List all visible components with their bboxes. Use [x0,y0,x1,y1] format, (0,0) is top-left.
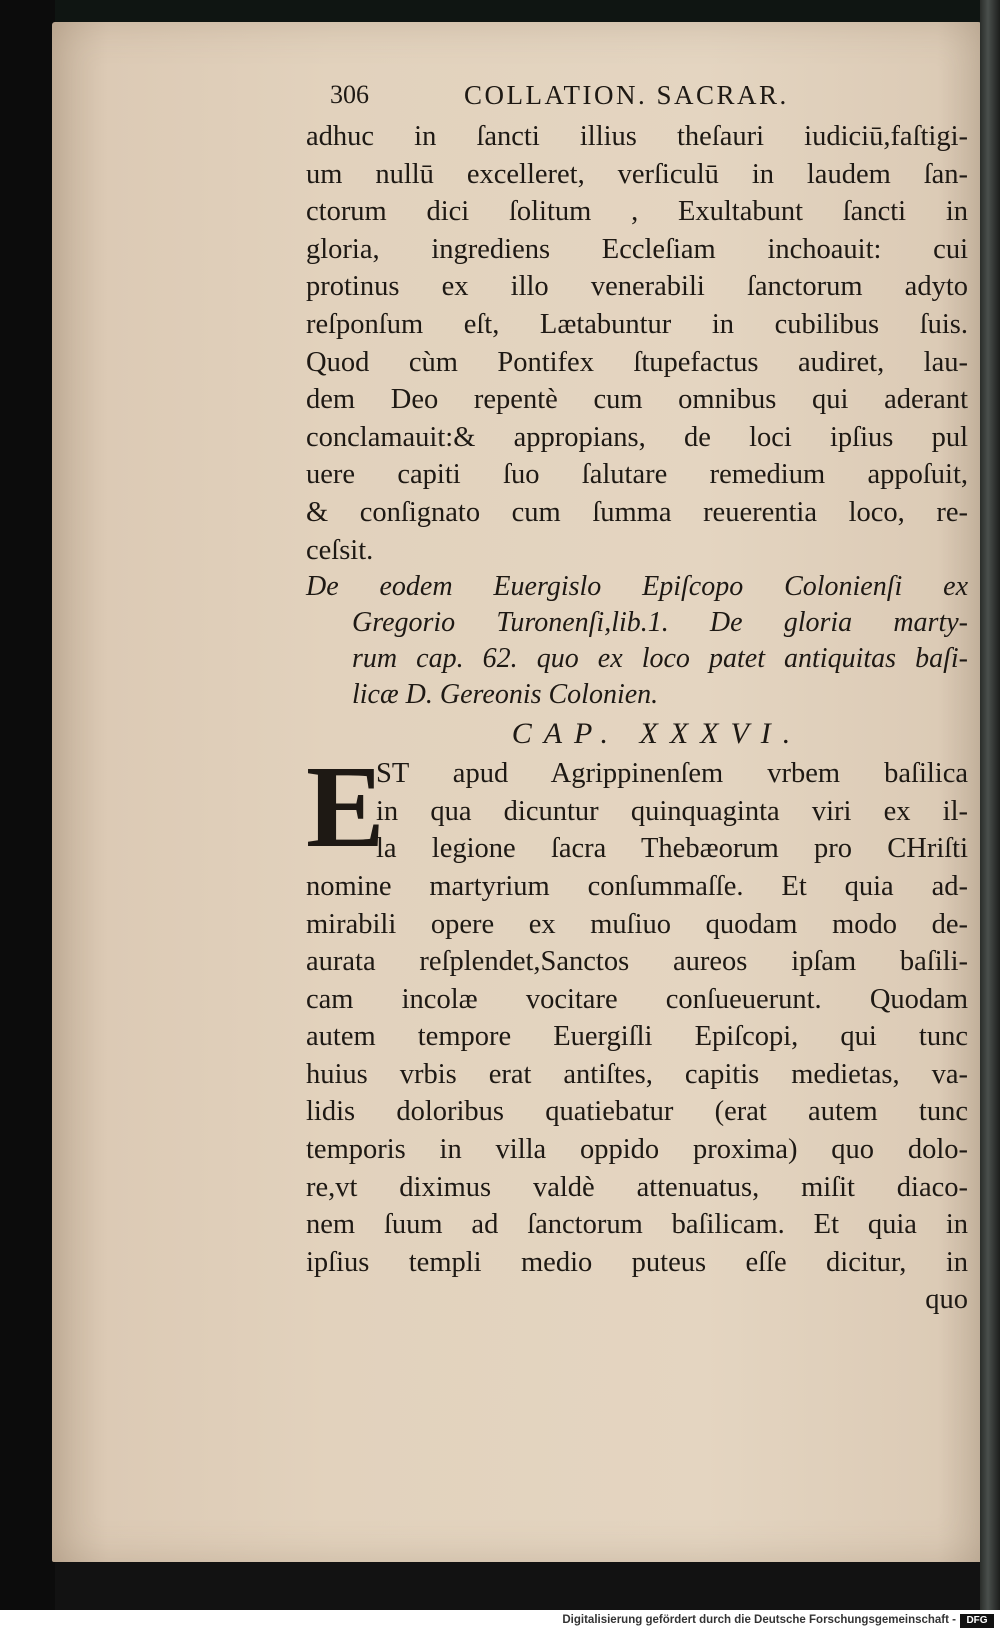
heading-line: De eodem Euergislo Epiſcopo Colonienſi ex [306,571,968,603]
text-line: cam incolæ vocitare conſueuerunt. Quodam [306,983,968,1015]
text-line: autem tempore Euergiſli Epiſcopi, qui tunc [306,1021,968,1053]
text-line: ST apud Agrippinenſem vrbem baſilica [376,758,968,790]
text-line: Quod cùm Pontifex ſtupefactus audiret, lau- [306,346,968,378]
paragraph-2 [306,741,968,1319]
text-line: la legione ſacra Thebæorum pro CHriſti [376,833,968,865]
text-line: gloria, ingrediens Eccleſiam inchoauit: cui [306,233,968,265]
footer-credit: Digitalisierung gefördert durch die Deutsche Forschungsgemeinschaft - [562,1614,956,1626]
text-line: mirabili opere ex muſiuo quodam modo de- [306,908,968,940]
page-header [306,78,968,118]
text-line: aurata reſplendet,Sanctos aureos ipſam baſili- [306,946,968,978]
heading-line: Gregorio Turonenſi,lib.1. De gloria marty- [352,607,968,639]
book-fore-edge [980,0,1000,1632]
heading-line: rum cap. 62. quo ex loco patet antiquitas baſi- [352,643,968,675]
text-line: dem Deo repentè cum omnibus qui aderant [306,384,968,416]
heading-line: licæ D. Gereonis Colonien. [352,679,659,711]
dfg-logo: DFG [960,1614,994,1628]
paragraph-1 [306,118,968,569]
text-line: ipſius templi medio puteus eſſe dicitur, in [306,1246,968,1278]
drop-capital: E [306,741,385,873]
text-line: & conſignato cum ſumma reuerentia loco, re- [306,496,968,528]
text-line: ctorum dici ſolitum , Exultabunt ſancti in [306,196,968,228]
text-line: nem ſuum ad ſanctorum baſilicam. Et quia in [306,1209,968,1241]
text-line: temporis in villa oppido proxima) quo dolo- [306,1134,968,1166]
scan-top-edge [0,0,1000,22]
text-line: protinus ex illo venerabili ſanctorum adyto [306,271,968,303]
text-line: adhuc in ſancti illius theſauri iudiciū,faſtigi- [306,121,968,152]
text-line: conclamauit:& appropians, de loci ipſius pul [306,421,968,453]
text-line: um nullū excelleret, verſiculū in laudem ſan- [306,158,968,190]
page-text [306,78,968,1319]
text-line: huius vrbis erat antiſtes, capitis medietas, va- [306,1058,968,1090]
text-line: re,vt diximus valdè attenuatus, miſit diaco- [306,1171,968,1203]
text-line: lidis doloribus quatiebatur (erat autem tunc [306,1096,968,1128]
catchword: quo [925,1284,968,1316]
text-line: in qua dicuntur quinquaginta viri ex il- [376,795,968,827]
text-line: ceſsit. [306,534,374,566]
text-line: reſponſum eſt, Lætabuntur in cubilibus ſuis. [306,308,968,340]
page-number: 306 [330,80,369,109]
section-heading [306,569,968,713]
text-line: nomine martyrium conſummaſſe. Et quia ad- [306,870,968,902]
scan-left-edge [0,0,55,1632]
chapter-label: CAP. XXXVI. [511,717,803,751]
text-line: uere capiti ſuo ſalutare remedium appoſuit, [306,459,968,491]
running-head: COLLATION. SACRAR. [464,80,789,110]
